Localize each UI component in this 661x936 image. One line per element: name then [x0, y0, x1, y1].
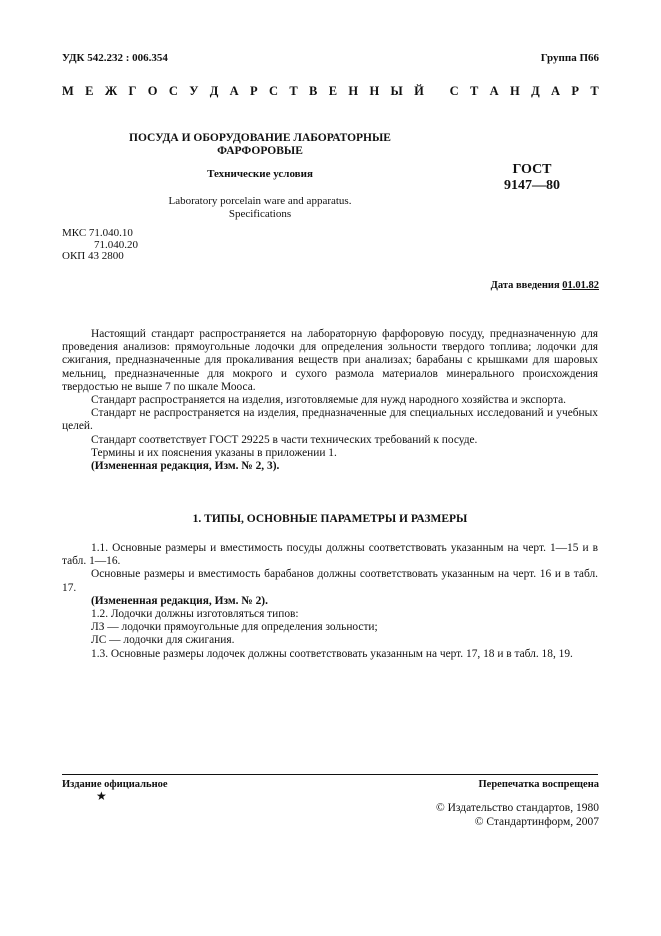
banner-letter: Е: [85, 84, 94, 98]
intro-text: [62, 328, 598, 473]
section-paragraph: 1.3. Основные размеры лодочек должны соответствовать указанным на черт. 17, 18 и в табл. 18, 19.: [91, 647, 573, 660]
copyright-line-1: © Издательство стандартов, 1980: [435, 802, 599, 814]
banner-letter: Д: [209, 84, 219, 98]
intro-paragraph: Термины и их пояснения указаны в приложении 1.: [91, 446, 337, 459]
gost-label: ГОСТ: [512, 162, 552, 177]
banner-letter: С: [269, 84, 279, 98]
banner-letter: Г: [128, 84, 137, 98]
banner-letter: У: [189, 84, 199, 98]
banner-letter: А: [489, 84, 499, 98]
banner-letter: С: [168, 84, 178, 98]
section-paragraph: 1.1. Основные размеры и вместимость посуды должны соответствовать указанным на черт. 1—15 и в табл. 1—16.: [62, 542, 598, 568]
banner-letter: Н: [348, 84, 359, 98]
effective-date-value: 01.01.82: [562, 280, 599, 291]
copyright-block: [436, 802, 599, 829]
banner-letter: Т: [590, 84, 599, 98]
classification-codes: [62, 228, 138, 263]
effective-date-label: Дата введения: [490, 280, 560, 291]
copyright-line-2: © Стандартинформ, 2007: [474, 815, 599, 828]
section-revision-note: (Измененная редакция, Изм. № 2).: [91, 594, 268, 607]
group-code: Группа П66: [540, 52, 599, 64]
star-icon: ★: [96, 789, 107, 803]
footer-divider: [62, 774, 598, 775]
banner-letter: Ж: [104, 84, 118, 98]
udk-code: УДК 542.232 : 006.354: [62, 52, 168, 64]
section-1-heading: 1. ТИПЫ, ОСНОВНЫЕ ПАРАМЕТРЫ И РАЗМЕРЫ: [192, 513, 468, 525]
banner-letter: Д: [531, 84, 540, 98]
banner-letter: М: [62, 84, 74, 98]
reprint-prohibited-label: Перепечатка воспрещена: [478, 779, 599, 790]
mks-code-1: МКС 71.040.10: [62, 227, 133, 239]
section-paragraph: ЛС — лодочки для сжигания.: [91, 634, 235, 647]
banner-letter: С: [449, 84, 459, 98]
banner-letter: Н: [510, 84, 520, 98]
banner-gap: [435, 84, 438, 99]
section-paragraph: 1.2. Лодочки должны изготовляться типов:: [91, 608, 299, 621]
intro-paragraph: Стандарт соответствует ГОСТ 29225 в части технических требований к посуде.: [91, 433, 478, 446]
section-paragraph: ЛЗ — лодочки прямоугольные для определения зольности;: [91, 621, 378, 634]
intro-paragraph: Стандарт не распространяется на изделия, предназначенные для специальных исследований и учебных целей.: [62, 407, 598, 433]
banner-letter: Т: [469, 84, 479, 98]
document-title: [110, 132, 410, 158]
english-title-line-2: Specifications: [228, 208, 292, 220]
section-paragraph: Основные размеры и вместимость барабанов должны соответствовать указанным на черт. 16 и в табл. 17.: [62, 568, 598, 594]
banner-letter: Т: [289, 84, 298, 98]
document-subtitle: Технические условия: [207, 168, 313, 180]
banner-letter: Е: [328, 84, 338, 98]
okp-code: ОКП 43 2800: [62, 250, 124, 262]
english-title: [110, 195, 410, 221]
banner-letter: Н: [369, 84, 380, 98]
english-title-line-1: Laboratory porcelain ware and apparatus.: [168, 195, 352, 207]
effective-date: [491, 280, 599, 291]
interstate-standard-banner: [62, 84, 599, 99]
intro-paragraph: Настоящий стандарт распространяется на лабораторную фарфоровую посуду, предназначенную для проведения анализов: прямоугольные лодочки для определения зольности твердого топлива; лодочки для сжигания, предназначенные для прокаливания веществ при анализах; барабаны с крышками для шаровых мельниц, предназначенные для мокрого и сухого размола материалов минерального происхождения твердостью не выше 7 по шкале Мооса.: [62, 328, 598, 393]
banner-letter: Ы: [390, 84, 403, 98]
official-edition-label: Издание официальное: [62, 779, 168, 790]
title-line-2: ФАРФОРОВЫЕ: [217, 145, 303, 157]
section-1-text: [62, 542, 598, 661]
intro-paragraph: Стандарт распространяется на изделия, изготовляемые для нужд народного хозяйства и экспорта.: [91, 394, 566, 407]
banner-letter: Й: [414, 84, 424, 98]
intro-revision-note: (Измененная редакция, Изм. № 2, 3).: [91, 460, 280, 473]
mks-code-2: 71.040.20: [94, 238, 138, 251]
gost-number: [496, 162, 568, 194]
banner-letter: В: [309, 84, 318, 98]
banner-letter: О: [147, 84, 158, 98]
banner-letter: А: [229, 84, 239, 98]
title-line-1: ПОСУДА И ОБОРУДОВАНИЕ ЛАБОРАТОРНЫЕ: [129, 132, 391, 144]
banner-letter: Р: [571, 84, 580, 98]
banner-letter: Р: [250, 84, 258, 98]
gost-code: 9147—80: [504, 178, 560, 193]
banner-letter: А: [551, 84, 561, 98]
